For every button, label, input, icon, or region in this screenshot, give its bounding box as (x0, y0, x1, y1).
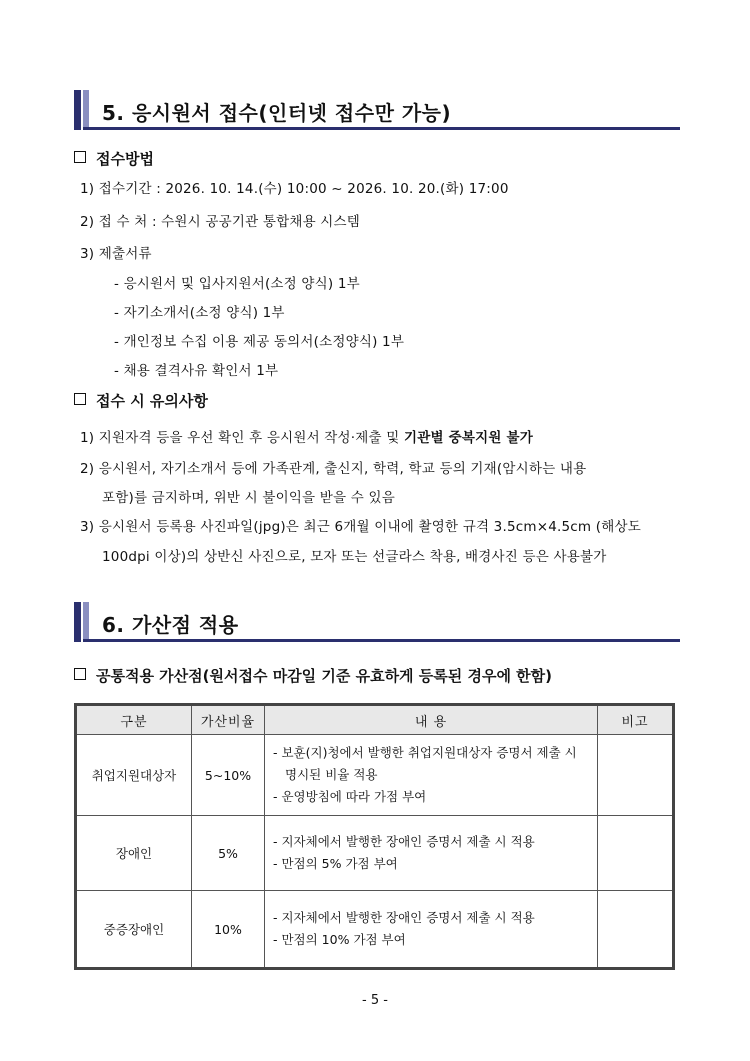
section-6-header (74, 602, 680, 642)
header-underline (83, 127, 680, 130)
content-line: - 만점의 5% 가점 부여 (273, 856, 398, 871)
method-item-1: 1) 접수기간 : 2026. 10. 14.(수) 10:00 ~ 2026. 10. 20.(화) 17:00 (80, 181, 509, 197)
cell-category: 장애인 (76, 816, 192, 891)
note-item-1 (80, 426, 533, 446)
section-5-header (74, 90, 680, 130)
document-item-1: - 응시원서 및 입사지원서(소정 양식) 1부 (114, 276, 360, 292)
note-item-3-line-2: 100dpi 이상)의 상반신 사진으로, 모자 또는 선글라스 착용, 배경사진 등은 사용불가 (102, 549, 607, 565)
checkbox-square-icon (74, 668, 86, 680)
page-number: - 5 - (362, 993, 388, 1008)
cell-rate: 10% (192, 891, 265, 969)
subheading-method (74, 148, 154, 169)
table-row (76, 816, 674, 891)
cell-remarks (598, 816, 674, 891)
method-item-3: 3) 제출서류 (80, 246, 152, 262)
header-accent-bar (74, 90, 81, 130)
cell-category: 중증장애인 (76, 891, 192, 969)
cell-remarks (598, 735, 674, 816)
document-item-4: - 채용 결격사유 확인서 1부 (114, 363, 279, 379)
subheading-common-bonus-label: 공통적용 가산점(원서접수 마감일 기준 유효하게 등록된 경우에 한함) (96, 667, 552, 685)
cell-content (265, 816, 598, 891)
content-line: - 보훈(지)청에서 발행한 취업지원대상자 증명서 제출 시 (273, 745, 577, 760)
header-category: 구분 (76, 705, 192, 735)
note-item-2-line-1: 2) 응시원서, 자기소개서 등에 가족관계, 출신지, 학력, 학교 등의 기재(암시하는 내용 (80, 461, 587, 477)
content-line: - 지자체에서 발행한 장애인 증명서 제출 시 적용 (273, 910, 535, 925)
header-rate: 가산비율 (192, 705, 265, 735)
subheading-notes-label: 접수 시 유의사항 (96, 392, 208, 410)
cell-rate: 5% (192, 816, 265, 891)
document-item-3: - 개인정보 수집 이용 제공 동의서(소정양식) 1부 (114, 334, 405, 350)
table-row (76, 735, 674, 816)
cell-remarks (598, 891, 674, 969)
note-item-1-text: 1) 지원자격 등을 우선 확인 후 응시원서 작성·제출 및 (80, 430, 404, 446)
cell-category: 취업지원대상자 (76, 735, 192, 816)
section-6-title: 6. 가산점 적용 (102, 613, 239, 637)
header-content: 내 용 (265, 705, 598, 735)
cell-content (265, 735, 598, 816)
cell-rate: 5~10% (192, 735, 265, 816)
subheading-common-bonus (74, 665, 552, 686)
content-line: - 만점의 10% 가점 부여 (273, 932, 406, 947)
subheading-notes (74, 390, 208, 411)
document-item-2: - 자기소개서(소정 양식) 1부 (114, 305, 285, 321)
content-line: 명시된 비율 적용 (285, 767, 378, 782)
note-item-2-line-2: 포함)를 금지하며, 위반 시 불이익을 받을 수 있음 (102, 490, 395, 506)
method-item-2: 2) 접 수 처 : 수원시 공공기관 통합채용 시스템 (80, 214, 361, 230)
section-5-title: 5. 응시원서 접수(인터넷 접수만 가능) (102, 101, 452, 125)
header-accent-bar-light (83, 602, 89, 642)
note-item-1-emphasis: 기관별 중복지원 불가 (404, 430, 533, 446)
table-header-row (76, 705, 674, 735)
checkbox-square-icon (74, 393, 86, 405)
subheading-method-label: 접수방법 (96, 150, 154, 168)
header-underline (83, 639, 680, 642)
header-remarks: 비고 (598, 705, 674, 735)
header-accent-bar-light (83, 90, 89, 130)
header-accent-bar (74, 602, 81, 642)
cell-content (265, 891, 598, 969)
note-item-3-line-1: 3) 응시원서 등록용 사진파일(jpg)은 최근 6개월 이내에 촬영한 규격 3.5cm×4.5cm (해상도 (80, 519, 641, 535)
content-line: - 운영방침에 따라 가점 부여 (273, 789, 427, 804)
content-line: - 지자체에서 발행한 장애인 증명서 제출 시 적용 (273, 834, 535, 849)
bonus-points-table (74, 703, 675, 970)
checkbox-square-icon (74, 151, 86, 163)
table-row (76, 891, 674, 969)
